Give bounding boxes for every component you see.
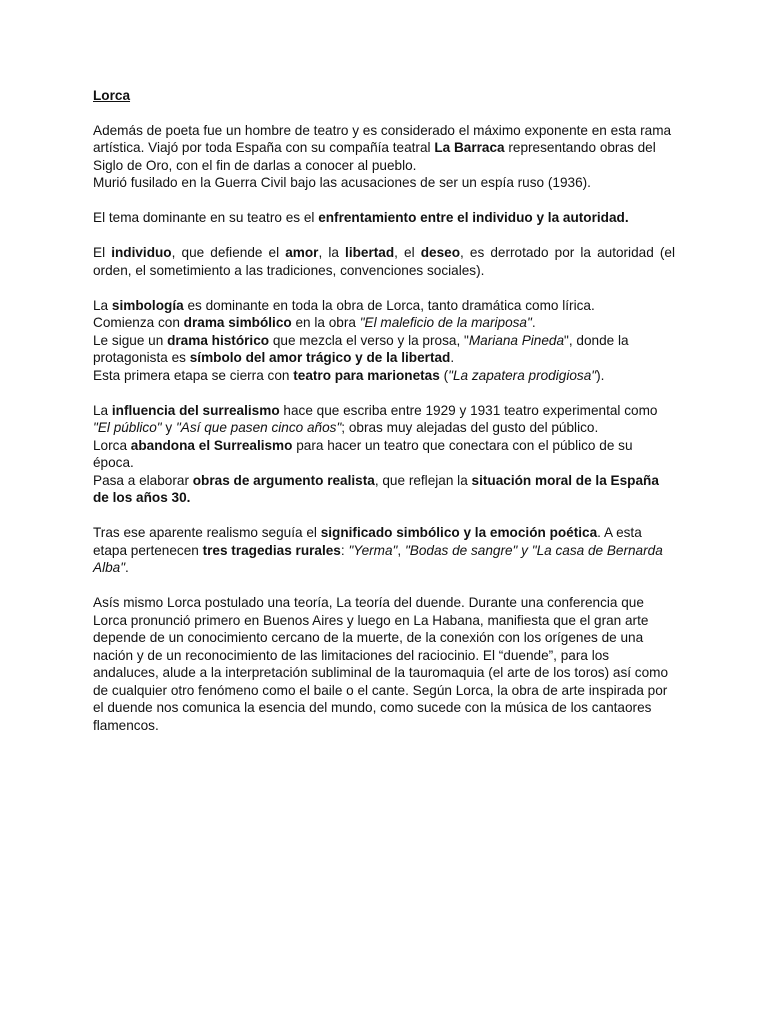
paragraph-intro: Además de poeta fue un hombre de teatro y es considerado el máximo exponente en esta rama artística. Viajó por toda España con su compañía teatral La Barraca representando obras del Siglo de Oro, con el fin de darlas a conocer al pueblo. Murió fusilado en la Guerra Civil bajo las acusaciones de ser un espía ruso (1936). [93,122,672,190]
document-title: Lorca [93,88,131,103]
document-body [93,87,675,752]
paragraph-theme: El tema dominante en su teatro es el enfrentamiento entre el individuo y la autoridad. [93,210,629,225]
paragraph-individuo: El individuo, que defiende el amor, la libertad, el deseo, es derrotado por la autoridad (el orden, el sometimiento a las tradiciones, convenciones sociales). [93,245,675,278]
paragraph-tragedias: Tras ese aparente realismo seguía el significado simbólico y la emoción poética. A esta etapa pertenecen tres tragedias rurales: "Yerma", "Bodas de sangre" y "La casa de Bernarda Alba". [93,525,663,575]
paragraph-duende: Asís mismo Lorca postulado una teoría, La teoría del duende. Durante una conferencia que Lorca pronunció primero en Buenos Aires y luego en La Habana, manifiesta que el gran arte depende de un conocimiento cercano de la muerte, de la conexión con los orígenes de una nación y de un reconocimiento de las limitaciones del raciocinio. El “duende”, para los andaluces, alude a la interpretación subliminal de la tauromaquia (el arte de los toros) así como de cualquier otro fenómeno como el baile o el cante. Según Lorca, la obra de arte inspirada por el duende nos comunica la esencia del mundo, como sucede con la música de los cantaores flamencos. [93,595,669,733]
paragraph-surrealismo: La influencia del surrealismo hace que escriba entre 1929 y 1931 teatro experimental como "El público" y "Así que pasen cinco años"; obras muy alejadas del gusto del público. Lorca abandona el Surrealismo para hacer un teatro que conectara con el público de su época. Pasa a elaborar obras de argumento realista, que reflejan la situación moral de la España de los años 30. [93,402,659,505]
paragraph-simbologia: La simbología es dominante en toda la obra de Lorca, tanto dramática como lírica. Comienza con drama simbólico en la obra "El maleficio de la mariposa". Le sigue un drama histórico que mezcla el verso y la prosa, "Mariana Pineda", donde la protagonista es símbolo del amor trágico y de la libertad. Esta primera etapa se cierra con teatro para marionetas ("La zapatera prodigiosa"). [93,297,629,383]
la-barraca-bold: La Barraca [434,140,505,155]
